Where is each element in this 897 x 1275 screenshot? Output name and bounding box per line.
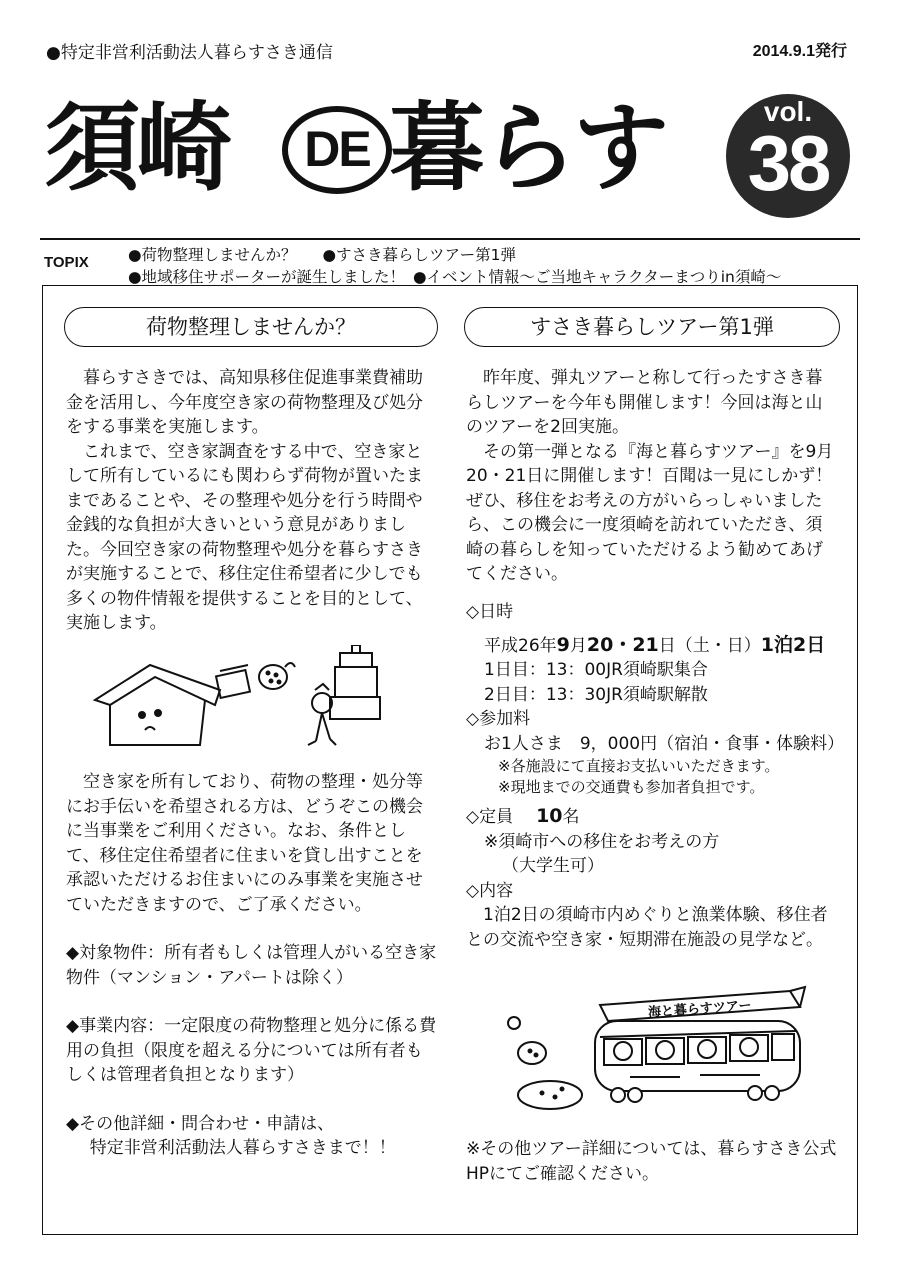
tour-capacity-number: 10: [536, 805, 563, 827]
left-item-content: ◆事業内容：一定限度の荷物整理と処分に係る費用の負担（限度を超える分については所有者もしくは管理者負担となります）: [66, 1016, 437, 1085]
topix-row-1: [128, 243, 542, 265]
right-article-title: すさき暮らしツアー第1弾: [464, 307, 840, 347]
right-article-body: [466, 366, 838, 587]
tour-day1: 1日目：13：00JR須崎駅集合: [484, 660, 708, 680]
left-paragraph-3: 空き家を所有しており、荷物の整理・処分等にお手伝いを希望される方は、どうぞこの機会に当事業をご利用ください。なお、条件として、移住定住希望者に住まいを貸し出すことを承認いただけるお住まいにのみ事業を実施させていただきますので、ご了承ください。: [66, 772, 423, 915]
tour-date-month-unit: 月: [569, 635, 587, 656]
volume-badge: [726, 94, 850, 218]
masthead-divider: [40, 238, 860, 240]
tour-capacity: [466, 804, 838, 830]
issue-date: 2014.9.1発行: [752, 43, 847, 60]
tour-fee-note-2: ※現地までの交通費も参加者負担です。: [498, 778, 765, 796]
tour-date-weekday: 日（土・日）: [658, 635, 761, 656]
left-article-body-2: [66, 770, 438, 1161]
tour-content-heading: ◇内容: [466, 880, 514, 901]
masthead-title-part1: 須崎: [44, 92, 228, 204]
tour-fee-heading: ◇参加料: [466, 709, 531, 729]
volume-label: vol.: [763, 96, 813, 127]
left-paragraph-1: 暮らすさきでは、高知県移住促進事業費補助金を活用し、今年度空き家の荷物整理及び処分をする事業を実施します。: [66, 368, 423, 437]
masthead-de-oval: [282, 106, 392, 194]
topix-row-2: [128, 265, 807, 287]
right-paragraph-2: その第一弾となる『海と暮らすツアー』を9月20・21日に開催します！百聞は一見にしかず！ぜひ、移住をお考えの方がいらっしゃいましたら、この機会に一度須崎を訪れていただき、須崎の暮らしを知っていただけるよう勧めてあげてください。: [466, 441, 834, 584]
tour-capacity-note-1: ※須崎市への移住をお考えの方: [484, 831, 720, 852]
left-item-contact-org: 特定非営利活動法人暮らすさきまで！！: [89, 1138, 396, 1158]
tour-fee-note-1: ※各施設にて直接お支払いいただきます。: [498, 757, 780, 775]
tour-date-days: 20・21: [586, 633, 659, 656]
tour-date: [466, 633, 838, 659]
topix-item: ●イベント情報～ご当地キャラクターまつりin須崎～: [413, 268, 782, 286]
topix-item: ●荷物整理しませんか？: [128, 246, 297, 264]
tour-capacity-note-2: （大学生可）: [502, 856, 604, 876]
topix-item: ●すさき暮らしツアー第1弾: [322, 246, 516, 264]
tour-date-prefix: 平成26年: [484, 635, 557, 656]
tour-capacity-heading: ◇定員: [466, 807, 514, 827]
tour-fee: お1人さま 9，000円（宿泊・食事・体験料）: [484, 733, 845, 754]
topix-label: TOPIX: [44, 254, 89, 271]
tour-details: [466, 600, 845, 952]
topix-item: ●地域移住サポーターが誕生しました！: [128, 268, 406, 286]
masthead: [44, 88, 864, 218]
left-article-title: 荷物整理しませんか？: [64, 307, 438, 347]
bus-banner-text: 海と暮らすツアー: [647, 998, 752, 1021]
masthead-title-part2: 暮らす: [389, 92, 665, 204]
left-item-contact: ◆その他詳細・問合わせ・申請は、: [66, 1113, 335, 1134]
tour-capacity-unit: 名: [562, 807, 580, 827]
volume-number: 38: [747, 119, 829, 207]
masthead-de-text: DE: [304, 121, 370, 177]
left-article-body: [66, 366, 438, 636]
tour-date-month: 9: [556, 633, 570, 656]
right-paragraph-1: 昨年度、弾丸ツアーと称して行ったすさき暮らしツアーを今年も開催します！今回は海と山のツアーを2回実施。: [466, 368, 823, 437]
tour-footer-note: ※その他ツアー詳細については、暮らすさき公式HPにてご確認ください。: [466, 1139, 837, 1184]
tour-bus-illustration: [500, 985, 830, 1115]
left-item-target: ◆対象物件：所有者もしくは管理人がいる空き家物件（マンション・アパートは除く）: [66, 943, 437, 988]
tour-content: 1泊2日の須崎市内めぐりと漁業体験、移住者との交流や空き家・短期滞在施設の見学など。: [466, 905, 828, 950]
tour-day2: 2日目：13：30JR須崎駅解散: [484, 684, 708, 705]
moving-illustration: [90, 645, 420, 755]
left-paragraph-2: これまで、空き家調査をする中で、空き家として所有しているにも関わらず荷物が置いたままであることや、その整理や処分を行う時間や金銭的な負担が大きいという意見がありました。今回空き家の荷物整理や処分を暮らすさきが実施することで、移住定住希望者に少しでも多くの物件情報を提供することを目的として、実施します。: [66, 441, 423, 633]
organization-name: ●特定非営利活動法人暮らすさき通信: [46, 43, 333, 63]
tour-date-stay: 1泊2日: [760, 633, 826, 656]
tour-date-heading: ◇日時: [466, 602, 514, 622]
